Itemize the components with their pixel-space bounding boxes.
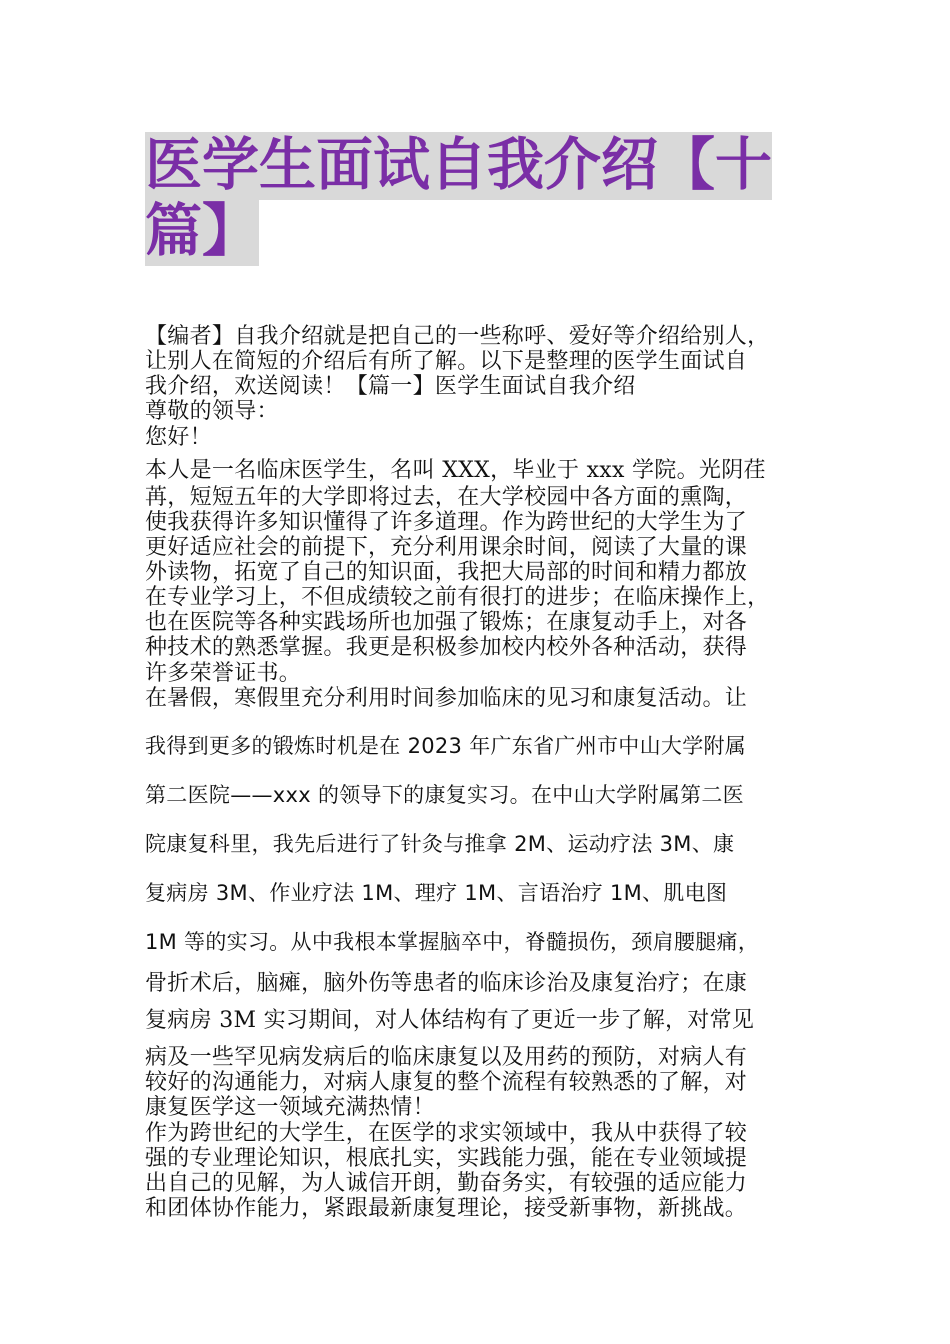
- body-line: 也在医院等各种实践场所也加强了锻炼；在康复动手上，对各: [145, 610, 748, 635]
- body-line: 更好适应社会的前提下，充分利用课余时间，阅读了大量的课: [145, 535, 748, 560]
- body-line: 在暑假，寒假里充分利用时间参加临床的见习和康复活动。让: [145, 686, 748, 711]
- body-line: 第二医院——xxx 的领导下的康复实习。在中山大学附属第二医: [145, 783, 744, 807]
- body-line: 康复医学这一领域充满热情！: [145, 1095, 435, 1120]
- body-line: 1M 等的实习。从中我根本掌握脑卒中，脊髓损伤，颈肩腰腿痛，: [145, 930, 760, 954]
- body-line: 复病房 3M、作业疗法 1M、理疗 1M、言语治疗 1M、肌电图: [145, 881, 728, 905]
- body-line: 骨折术后，脑瘫，脑外伤等患者的临床诊治及康复治疗；在康: [145, 971, 748, 996]
- body-line: 病及一些罕见病发病后的临床康复以及用药的预防，对病人有: [145, 1045, 748, 1070]
- body-line: 让别人在简短的介绍后有所了解。以下是整理的医学生面试自: [145, 349, 748, 374]
- body-line: 您好！: [145, 425, 212, 450]
- body-line: 较好的沟通能力，对病人康复的整个流程有较熟悉的了解，对: [145, 1070, 748, 1095]
- body-line: 外读物，拓宽了自己的知识面，我把大局部的时间和精力都放: [145, 560, 748, 585]
- body-line: 出自己的见解，为人诚信开朗，勤奋务实，有较强的适应能力: [145, 1171, 748, 1196]
- body-line: 种技术的熟悉掌握。我更是积极参加校内校外各种活动，获得: [145, 635, 748, 660]
- body-line: 使我获得许多知识懂得了许多道理。作为跨世纪的大学生为了: [145, 510, 748, 535]
- body-line: 【编者】自我介绍就是把自己的一些称呼、爱好等介绍给别人，: [145, 324, 770, 349]
- body-line: 强的专业理论知识，根底扎实，实践能力强，能在专业领域提: [145, 1146, 748, 1171]
- body-line: 尊敬的领导：: [145, 399, 279, 424]
- body-line: 在专业学习上，不但成绩较之前有很打的进步；在临床操作上，: [145, 585, 770, 610]
- document-title: [145, 132, 815, 264]
- body-line: 本人是一名临床医学生，名叫 XXX，毕业于 xxx 学院。光阴荏: [145, 458, 766, 483]
- body-line: 许多荣誉证书。: [145, 661, 302, 686]
- body-line: 我得到更多的锻炼时机是在 2023 年广东省广州市中山大学附属: [145, 734, 747, 758]
- body-line: 院康复科里，我先后进行了针灸与推拿 2M、运动疗法 3M、康: [145, 832, 735, 856]
- body-line: 和团体协作能力，紧跟最新康复理论，接受新事物，新挑战。: [145, 1196, 748, 1221]
- body-line: 复病房 3M 实习期间，对人体结构有了更近一步了解，对常见: [145, 1008, 755, 1033]
- title-text: 医学生面试自我介绍【十篇】: [145, 132, 772, 264]
- body-line: 我介绍，欢送阅读！【篇一】医学生面试自我介绍: [145, 374, 636, 399]
- body-line: 作为跨世纪的大学生，在医学的求实领域中，我从中获得了较: [145, 1121, 748, 1146]
- body-line: 苒，短短五年的大学即将过去，在大学校园中各方面的熏陶，: [145, 485, 748, 510]
